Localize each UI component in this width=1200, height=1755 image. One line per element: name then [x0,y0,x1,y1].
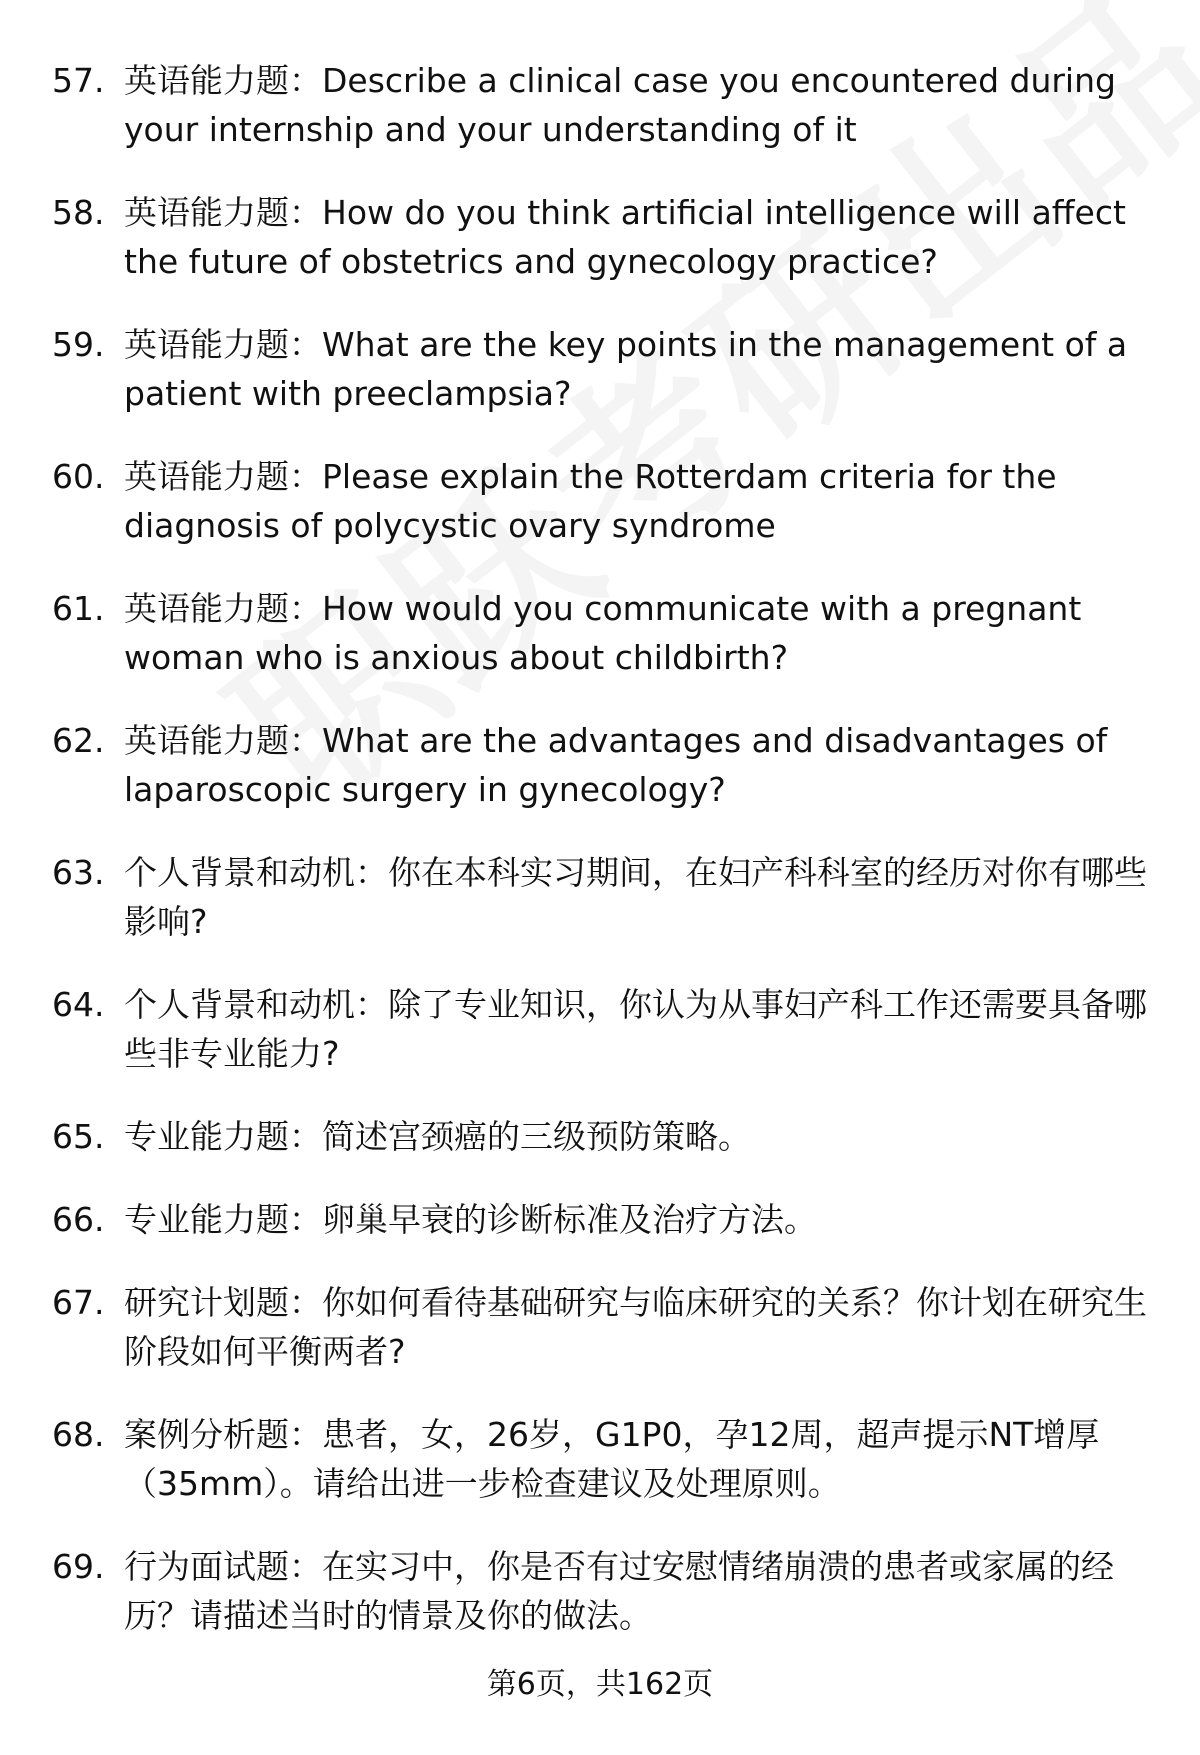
question-text: 英语能力题：Please explain the Rotterdam criteria for the diagnosis of polycystic ovary syndrome [124,457,1057,545]
page-number-footer: 第6页，共162页 [486,1667,714,1702]
question-number: 62. [52,721,105,760]
question-number: 68. [52,1415,105,1454]
question-item [0,56,1200,154]
question-item [0,1195,1200,1244]
question-item [0,320,1200,418]
question-text: 个人背景和动机：除了专业知识，你认为从事妇产科工作还需要具备哪些非专业能力? [124,985,1147,1073]
question-text: 英语能力题：Describe a clinical case you encountered during your internship and your understanding of it [124,61,1116,149]
question-item [0,1542,1200,1640]
question-item [0,1410,1200,1508]
question-number: 67. [52,1283,105,1322]
question-number: 60. [52,457,105,496]
question-item [0,188,1200,286]
question-number: 58. [52,193,105,232]
question-text: 英语能力题：How do you think artificial intelligence will affect the future of obstetrics and gynecology practice? [124,193,1126,281]
question-text: 行为面试题：在实习中，你是否有过安慰情绪崩溃的患者或家属的经历？请描述当时的情景及你的做法。 [124,1547,1114,1635]
question-item [0,1112,1200,1161]
question-text: 研究计划题：你如何看待基础研究与临床研究的关系？你计划在研究生阶段如何平衡两者? [124,1283,1147,1371]
question-item [0,716,1200,814]
question-number: 69. [52,1547,105,1586]
question-text: 专业能力题：简述宫颈癌的三级预防策略。 [124,1117,751,1156]
question-text: 英语能力题：How would you communicate with a pregnant woman who is anxious about childbirth? [124,589,1082,677]
question-text: 英语能力题：What are the advantages and disadvantages of laparoscopic surgery in gynecology? [124,721,1108,809]
question-item [0,1278,1200,1376]
question-item [0,980,1200,1078]
question-number: 63. [52,853,105,892]
question-list [0,56,1200,1674]
question-item [0,848,1200,946]
question-number: 66. [52,1200,105,1239]
question-item [0,584,1200,682]
question-text: 案例分析题：患者，女，26岁，G1P0，孕12周，超声提示NT增厚（35mm）。请给出进一步检查建议及处理原则。 [124,1415,1100,1503]
question-number: 59. [52,325,105,364]
question-text: 个人背景和动机：你在本科实习期间，在妇产科科室的经历对你有哪些影响? [124,853,1147,941]
question-text: 英语能力题：What are the key points in the management of a patient with preeclampsia? [124,325,1128,413]
question-number: 61. [52,589,105,628]
question-number: 64. [52,985,105,1024]
question-number: 57. [52,61,105,100]
question-number: 65. [52,1117,105,1156]
question-text: 专业能力题：卵巢早衰的诊断标准及治疗方法。 [124,1200,817,1239]
question-item [0,452,1200,550]
